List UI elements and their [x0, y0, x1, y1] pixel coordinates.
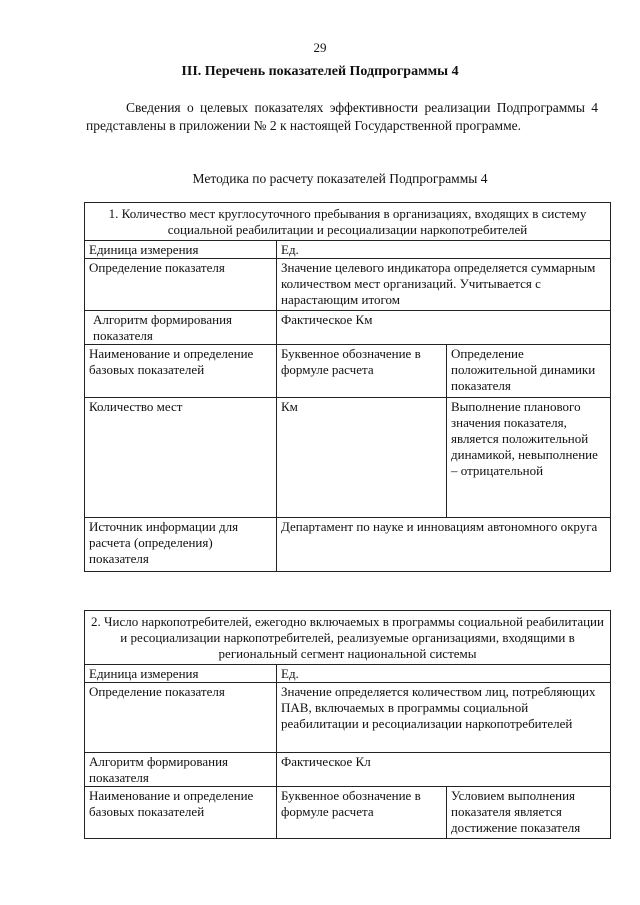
table1-unit-label: Единица измерения [85, 241, 277, 259]
table2-base-label: Наименование и определение базовых показателей [85, 787, 277, 839]
table1-source-label: Источник информации для расчета (определения) показателя [85, 518, 277, 572]
table2-unit-value: Ед. [277, 665, 611, 683]
table2-unit-label: Единица измерения [85, 665, 277, 683]
indicator-table-1 [84, 202, 611, 572]
table1-definition-label: Определение показателя [85, 259, 277, 311]
table1-heading: 1. Количество мест круглосуточного пребывания в организациях, входящих в систему социальной реабилитации и ресоциализации наркопотребителей [85, 203, 611, 241]
method-title: Методика по расчету показателей Подпрограммы 4 [192, 171, 488, 186]
table1-base-label: Наименование и определение базовых показателей [85, 345, 277, 398]
table2-algorithm-label: Алгоритм формирования показателя [85, 753, 277, 787]
table2-definition-label: Определение показателя [85, 683, 277, 753]
table2-definition-value: Значение определяется количеством лиц, потребляющих ПАВ, включаемых в программы социальной реабилитации и ресоциализации наркопотребителей [277, 683, 611, 753]
table2-algorithm-value: Фактическое Кл [277, 753, 611, 787]
table1-algorithm-value: Фактическое Км [277, 311, 611, 345]
indicator-table-2 [84, 610, 611, 839]
table2-heading: 2. Число наркопотребителей, ежегодно включаемых в программы социальной реабилитации и ресоциализации наркопотребителей, реализуемые организациями, входящими в региональный сегмент национальной системы [85, 611, 611, 665]
table1-letter-label: Буквенное обозначение в формуле расчета [277, 345, 447, 398]
table1-row-dynamics: Выполнение планового значения показателя, является положительной динамикой, невыполнение – отрицательной [447, 398, 611, 518]
table1-definition-value: Значение целевого индикатора определяется суммарным количеством мест организаций. Учитывается с нарастающим итогом [277, 259, 611, 311]
page-number: 29 [313, 40, 327, 55]
table1-row-name: Количество мест [85, 398, 277, 518]
table2-letter-label: Буквенное обозначение в формуле расчета [277, 787, 447, 839]
table1-unit-value: Ед. [277, 241, 611, 259]
table1-algorithm-label: Алгоритм формирования показателя [85, 311, 277, 345]
table1-dynamics-label: Определение положительной динамики показателя [447, 345, 611, 398]
table1-row-letter: Км [277, 398, 447, 518]
table1-source-value: Департамент по науке и инновациям автономного округа [277, 518, 611, 572]
section-title: III. Перечень показателей Подпрограммы 4 [181, 64, 459, 79]
table2-dynamics-label: Условием выполнения показателя является достижение показателя [447, 787, 611, 839]
intro-paragraph: Сведения о целевых показателях эффективности реализации Подпрограммы 4 представлены в приложении № 2 к настоящей Государственной программе. [86, 100, 598, 133]
